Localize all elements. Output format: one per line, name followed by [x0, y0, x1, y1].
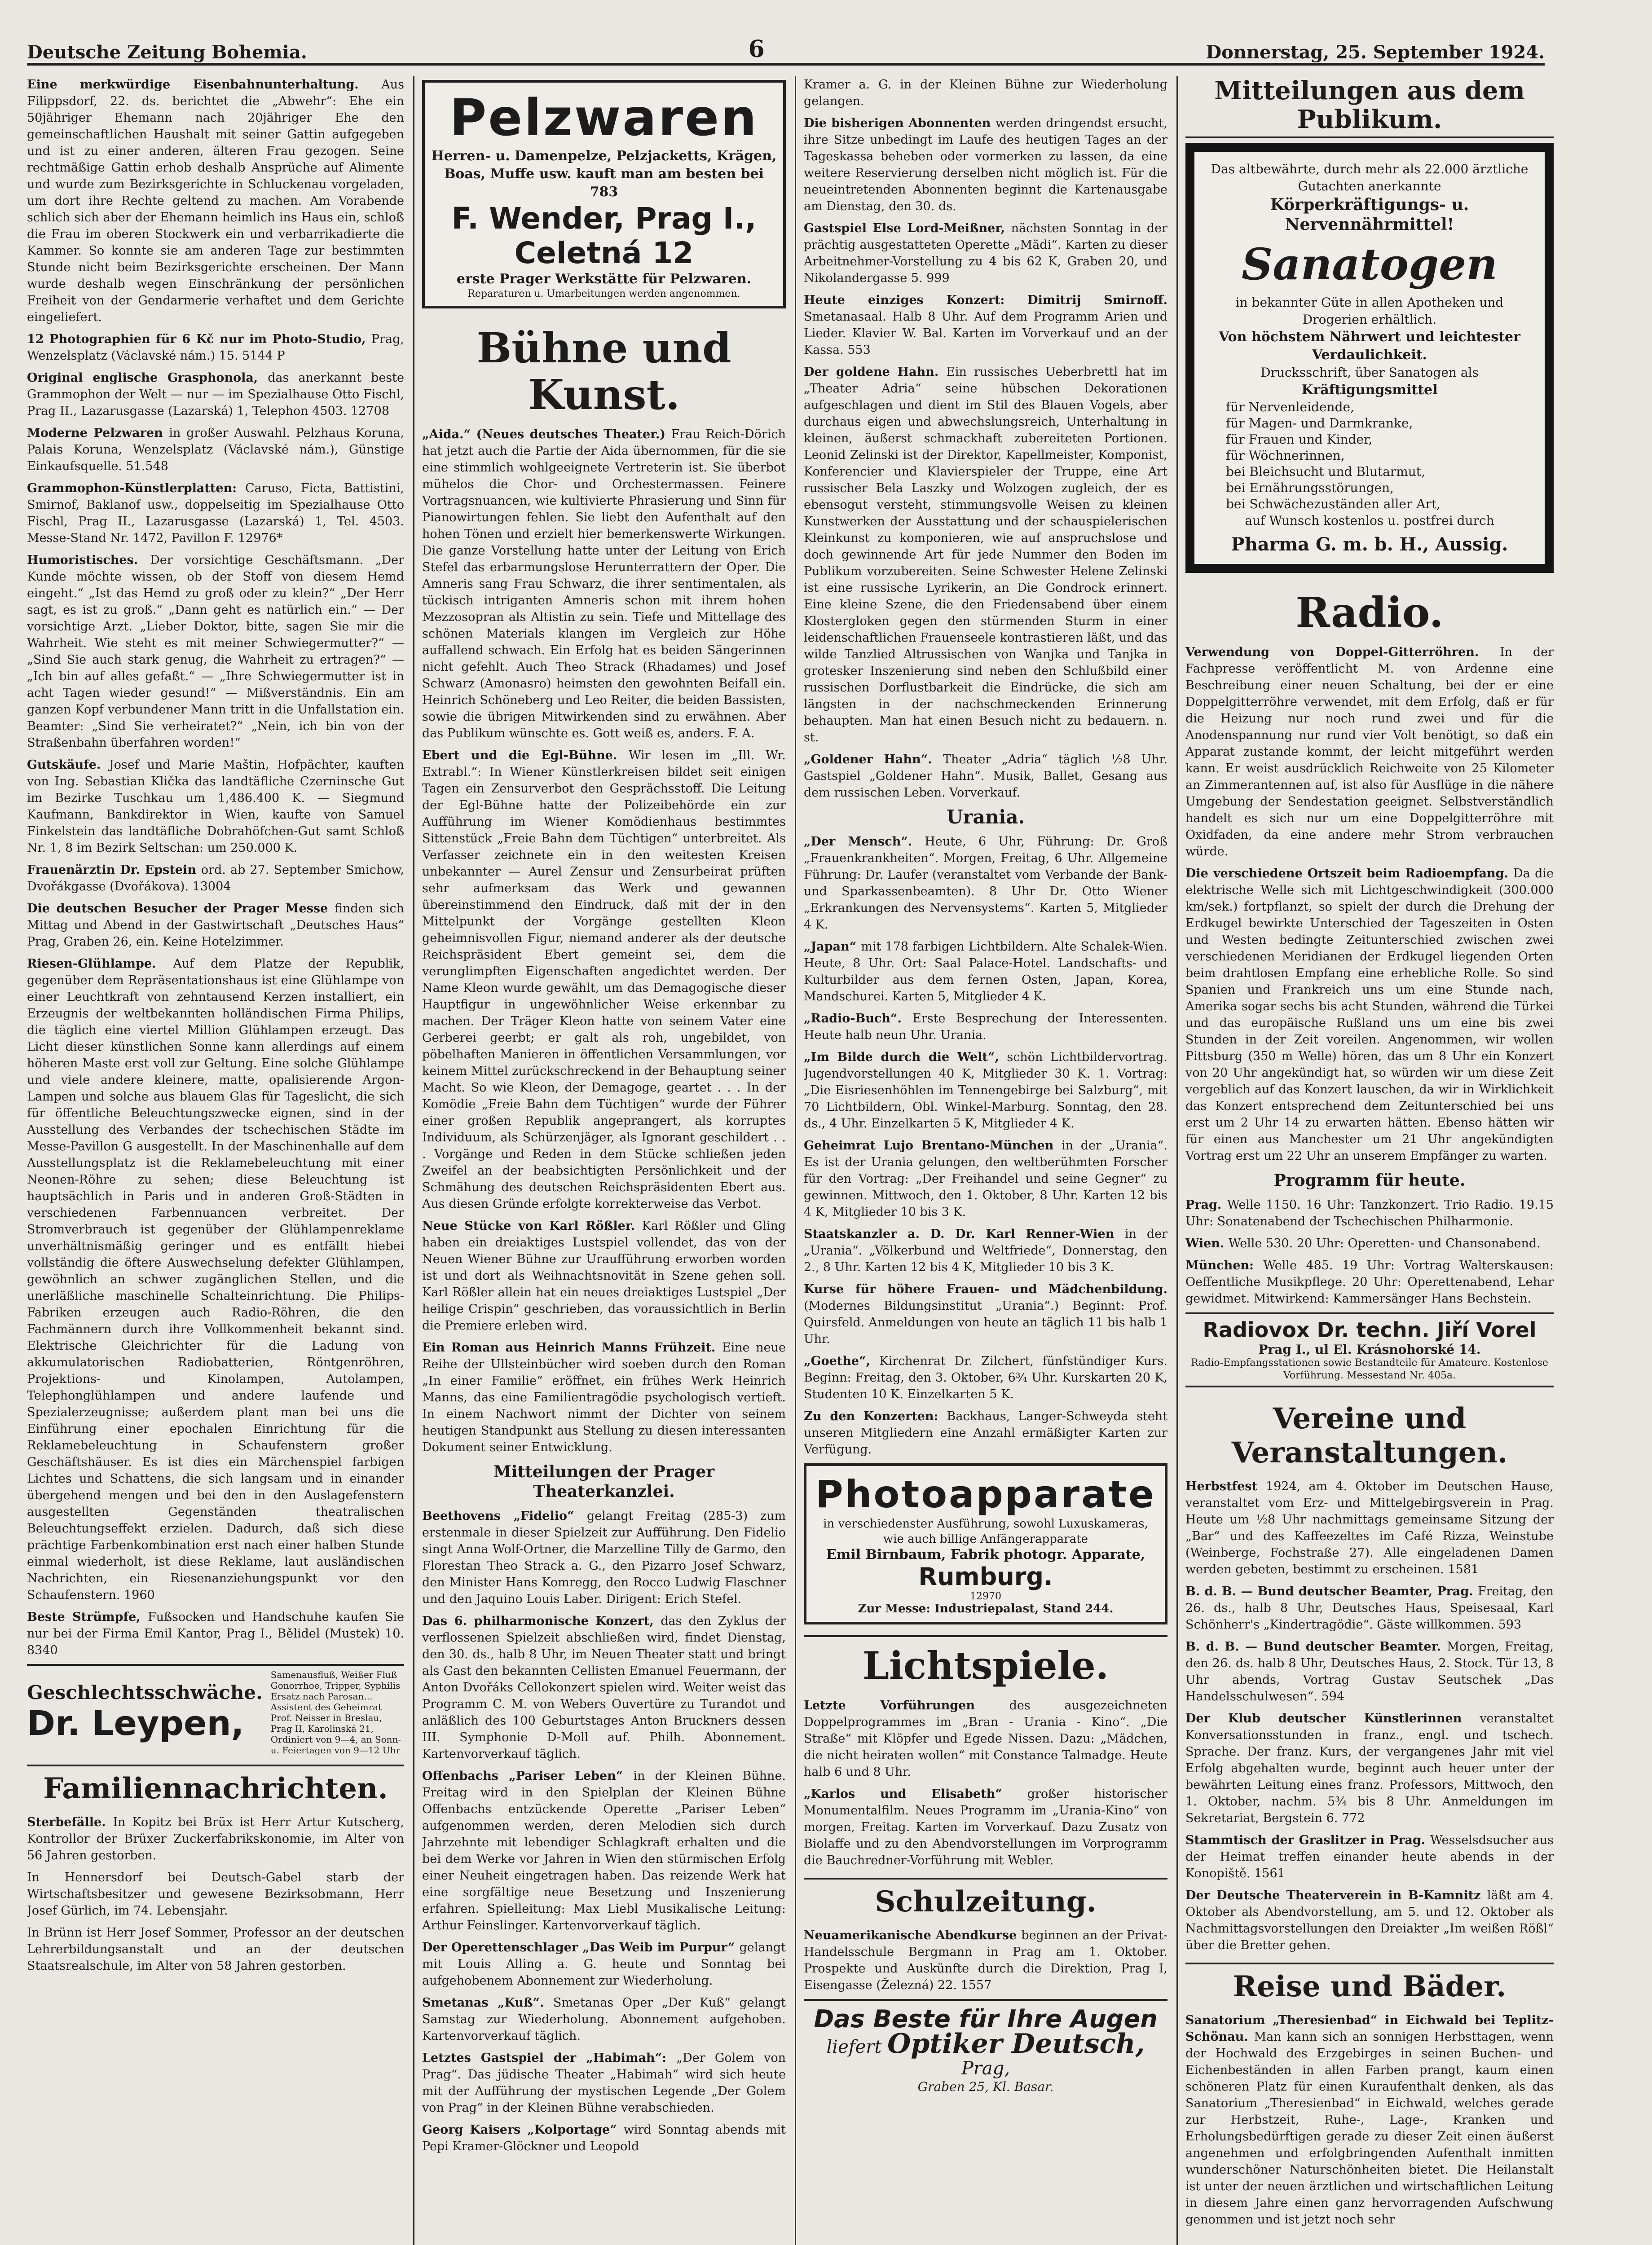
article-lead: Neue Stücke von Karl Rößler.	[422, 1219, 642, 1233]
article-text: Welle 485. 19 Uhr: Vortrag Walterskausen: Oeffentliche Musikpflege. 20 Uhr: Operettenabend, Lehar gewidmet. Mitwirkend: Kammersänger Hans Bechstein.	[1185, 1259, 1554, 1306]
radio-title: Radio.	[1295, 588, 1444, 637]
article-text: Backhaus, Langer-Schweyda steht unseren Mitgliedern eine Anzahl ermäßigter Karten zur Verfügung.	[804, 1409, 1167, 1457]
radiovox-ad	[1185, 1312, 1554, 1387]
article-lead: Gastspiel Else Lord-Meißner,	[804, 221, 1011, 235]
column-4	[1185, 76, 1554, 2245]
article-lead: Frauenärztin Dr. Epstein	[27, 863, 201, 877]
article	[27, 900, 404, 950]
article-text: Welle 530. 20 Uhr: Operetten- und Chansonabend.	[1228, 1237, 1541, 1250]
article-text: In Kopitz bei Brüx ist Herr Artur Kutscherg, Kontrollor der Brüxer Zuckerfabrikskonomie, im Alter von 56 Jahren gestorben.	[27, 1815, 404, 1862]
kanzlei-notices	[422, 1508, 786, 2155]
article-lead: Verwendung von Doppel-Gitterröhren.	[1185, 645, 1500, 659]
article-text: Fußsocken und Handschuhe kaufen Sie nur bei der Firma Emil Kantor, Prag I., Bělidel (Mustek) 10. 8340	[27, 1610, 404, 1657]
article-text: Heute, 6 Uhr, Führung: Dr. Groß „Frauenkrankheiten“. Morgen, Freitag, 6 Uhr. Allgemeine Führung: Dr. Laufer (veranstaltet vom Verbande der Bank- und Sparkassenbeamten). 8 Uhr Dr. Otto Wiener „Erkrankungen des Nervensystems“. Karten 5, Mitglieder 4 K.	[804, 835, 1167, 932]
sanatogen-l3: in bekannter Güte in allen Apotheken und Drogerien erhältlich.	[1235, 295, 1504, 327]
sanatogen-ad	[1185, 143, 1554, 573]
optiker-slogan: Das Beste für Ihre Augen	[814, 2005, 1158, 2033]
schulzeitung-title: Schulzeitung.	[804, 1878, 1167, 1919]
article-lead: Beethovens „Fidelio“	[422, 1509, 587, 1523]
article	[804, 76, 1167, 110]
sanatogen-sign: Pharma G. m. b. H., Aussig.	[1231, 534, 1508, 555]
article-text: Wesselsdsucher aus der Heimat treffen einander heute abends in der Konopiště. 1561	[1185, 1833, 1554, 1880]
article-lead: „Der Mensch“.	[804, 835, 925, 849]
article	[804, 1786, 1167, 1869]
leypen-name: Dr. Leypen,	[27, 1703, 244, 1743]
article	[27, 425, 404, 475]
column-2	[422, 76, 786, 2245]
optiker-name: Optiker Deutsch,	[887, 2028, 1145, 2060]
article	[804, 115, 1167, 215]
article	[422, 2050, 786, 2116]
pelz-ad-line2: erste Prager Werkstätte für Pelzwaren.	[456, 271, 752, 287]
article-text: Wir lesen im „Ill. Wr. Extrabl.“: In Wiener Künstlerkreisen bildet seit einigen Tagen ein Zensurverbot den Gesprächsstoff. Die Leitung der Egl-Bühne hatte der Polizeibehörde ein zur Aufführung im Wiener Komödienhaus bestimmtes Sittenstück „Freie Bahn dem Tüchtigen“ unterbreitet. Als Verfasser zeichnete ein in den weitesten Kreisen unbekannter — Aurel Zensur und Zensurbeirat prüften sehr aufmerksam das Werk und gewannen übereinstimmend den Eindruck, daß mit der in den Mittelpunkt der Vorgänge gestellten Kleon geheimnisvollen Figur, niemand anderer als der deutsche Reichspräsident Ebert gemeint sei, dem die verunglimpften Eigenschaften angedichtet werden. Der Name Kleon wurde gewählt, um das Demagogische dieser Hauptfigur in ungewöhnlicher Weise erkennbar zu machen. Der Träger Kleon hatte von seinem Vater eine Gerberei geerbt; er galt als roh, ungebildet, von pöbelhaften Manieren in öffentlichen Versammlungen, vor keinem Mittel zurückschreckend in der Behauptung seiner Macht. So wie Kleon, der Demagoge, geartet . . . In der Komödie „Freie Bahn dem Tüchtigen“ wurde der Führer einer großen Republik angeprangert, als korruptes Individuum, als Schürzenjäger, als Ignorant geschildert . . . Vorgänge und Reden in dem Stücke schließen jeden Zweifel an der beabsichtigten Persönlichkeit und der Schmähung des deutschen Reichspräsidenten Ebert aus. Aus diesen Gründe erfolgte korrekterweise das Verbot.	[422, 748, 786, 1211]
article-lead: Staatskanzler a. D. Dr. Karl Renner-Wien	[804, 1227, 1125, 1241]
article-lead: Sterbefälle.	[27, 1815, 113, 1829]
col1-articles	[27, 76, 404, 1659]
article	[1185, 1257, 1554, 1307]
article	[804, 292, 1167, 358]
article-text: veranstaltet Konversationsstunden in franz., engl. und tschech. Sprache. Der franz. Kurs, der vergangenes Jahr mit viel Erfolg abgehalten wurde, beginnt auch heuer unter der bewährten Leitung eines franz. Professors, Mittwoch, den 1. Oktober, nachm. 5¾ bis 8 Uhr. Anmeldungen im Sekretariat, Bergstein 6. 772	[1185, 1712, 1554, 1825]
article-text: in der „Urania“. „Völkerbund und Weltfriede“, Donnerstag, den 2., 8 Uhr. Karten 12 bis 4 K, Mitglieder 10 bis 3 K.	[804, 1227, 1167, 1274]
article	[1185, 1832, 1554, 1882]
programm-title: Programm für heute.	[1273, 1171, 1466, 1190]
article-text: werden dringendst ersucht, ihre Sitze unbedingt im Laufe des heutigen Tages an der Tageskassa beheben oder vormerken zu lassen, da eine weitere Reservierung derselben nicht möglich ist. Für die neueintretenden Abonnenten beginnt die Kartenausgabe am Dienstag, den 30. ds.	[804, 116, 1167, 213]
article	[1185, 2012, 1554, 2228]
article-lead: „Goldener Hahn“.	[804, 753, 943, 766]
article-lead: Der Operettenschlager „Das Weib im Purpur“	[422, 1941, 740, 1954]
optiker-line	[804, 2028, 1167, 2079]
article-lead: Die bisherigen Abonnenten	[804, 116, 996, 130]
sanatogen-l6: Kräftigungsmittel	[1301, 382, 1438, 398]
article-text: Aus Filippsdorf, 22. ds. berichtet die „Abwehr“: Ehe ein 50jähriger Ehemann nach 20jähriger Ehe den gemeinschaftlichen Haushalt mit seiner Gattin aufgegeben und ist zu einer anderen, älteren Frau gezogen. Seine rechtmäßige Gattin erhob deshalb Ansprüche auf Alimente und wurde zum Bezirksgerichte in Schluckenau vorgeladen, um dort ihre Rechte geltend zu machen. Am Vorabende schlich sich aber der Ehemann heimlich ins Haus ein, schloß die Frau im oberen Stockwerk ein und verbarrikadierte die Kammer. So konnte sie am anderen Tage zur bestimmten Stunde nicht beim Bezirksgerichte erscheinen. Der Mann wurde deshalb wegen Einschränkung der persönlichen Freiheit von der Gendarmerie verhaftet und dem Gerichte eingeliefert.	[27, 78, 404, 324]
radiovox-name: Radiovox Dr. techn. Jiří Vorel	[1203, 1318, 1537, 1342]
article-text: Welle 1150. 16 Uhr: Tanzkonzert. Trio Radio. 19.15 Uhr: Sonatenabend der Tschechischen Philharmonie.	[1185, 1198, 1554, 1228]
article-text: (Modernes Bildungsinstitut „Urania“.) Beginnt: Prof. Quirsfeld. Anmeldungen von heute an täglich 11 bis halb 1 Uhr.	[804, 1299, 1167, 1346]
article	[27, 76, 404, 326]
article-lead: Letztes Gastspiel der „Habimah“:	[422, 2051, 677, 2065]
article	[804, 1408, 1167, 1458]
article-text: Caruso, Ficta, Battistini, Smirnof, Baklanof usw., doppelseitig im Spezialhause Otto Fischl, Prag II., Lazarusgasse (Lazarská) 1, Tel. 4503. Messe-Stand Nr. 1472, Pavillon F. 12976*	[27, 481, 404, 545]
article	[804, 1927, 1167, 1994]
sanatogen-l1: Das altbewährte, durch mehr als 22.000 ärztliche Gutachten anerkannte	[1211, 162, 1529, 194]
article	[422, 2122, 786, 2155]
article-text: das den Zyklus der verflossenen Spielzeit abschließen wird, findet Dienstag, den 30. ds., halb 8 Uhr, im Neuen Theater statt und bringt als Gast den bekannten Cellisten Emanuel Feuermann, der Anton Dvořáks Cellokonzert spielen wird. Weiter weist das Programm C. M. von Webers Ouvertüre zu Turandot und anläßlich des 100 Geburtstages Anton Bruckners dessen III. Symphonie D-Moll auf. Philh. Abonnement. Kartenvorverkauf täglich.	[422, 1614, 786, 1761]
article	[1185, 1583, 1554, 1633]
article-lead: Herbstfest	[1185, 1479, 1266, 1493]
article-lead: „Goethe“,	[804, 1354, 880, 1368]
article	[422, 1218, 786, 1334]
leypen-details: Samenausfluß, Weißer Fluß Gonorrhoe, Tripper, Syphilis Ersatz nach Parosan... Assistent des Geheimrat Prof. Neisser in Breslau, Prag II, Karolinská 21, Ordiniert von 9—4, an Sonn- u. Feiertagen von 9—12 Uhr	[270, 1669, 401, 1756]
article-lead: Die verschiedene Ortszeit beim Radioempfang.	[1185, 867, 1514, 880]
article-text: Kramer a. G. in der Kleinen Bühne zur Wiederholung gelangen.	[804, 78, 1167, 108]
article-text: Erste Besprechung der Interessenten. Heute halb neun Uhr. Urania.	[804, 1012, 1167, 1042]
article-lead: Offenbachs „Pariser Leben“	[422, 1769, 634, 1783]
article-text: gelangt mit Louis Alling a. G. heute und Sonntag bei aufgehobenem Abonnement zur Wiederholung.	[422, 1941, 786, 1988]
article-text: das anerkannt beste Grammophon der Welt — nur — im Spezialhause Otto Fischl, Prag II., Lazarusgasse (Lazarská) 1, Telephon 4503. 12708	[27, 371, 404, 418]
article-text: ord. ab 27. September Smichow, Dvořákgasse (Dvořákova). 13004	[27, 863, 404, 894]
column-rule	[1176, 76, 1178, 2245]
sanatogen-l5: Drucksschrift, über Sanatogen als	[1260, 365, 1479, 380]
column-1	[27, 76, 404, 2245]
programm-notices	[1185, 1197, 1554, 1307]
sanatogen-logo: Sanatogen	[1242, 239, 1498, 290]
sanatogen-l7: auf Wunsch kostenlos u. postfrei durch	[1245, 513, 1494, 528]
article	[804, 364, 1167, 746]
article	[1185, 1197, 1554, 1230]
sanatogen-list-item: für Wöchnerinnen,	[1226, 448, 1345, 463]
article-text: Smetanas Oper „Der Kuß“ gelangt Samstag zur Wiederholung. Abonnement aufgehoben. Kartenvorverkauf täglich.	[422, 1996, 786, 2043]
mitteilungen-title: Mitteilungen aus dem Publikum.	[1185, 76, 1554, 138]
sanatogen-list-item: für Magen- und Darmkranke,	[1226, 416, 1413, 431]
article	[27, 370, 404, 419]
article-lead: Grammophon-Künstlerplatten:	[27, 481, 245, 495]
article-lead: Der Klub deutscher Künstlerinnen	[1185, 1712, 1480, 1726]
article-text: großer historischer Monumentalfilm. Neues Programm im „Urania-Kino“ von morgen, Freitag. Karten im Vorverkauf. Dazu Zusatz von Biolaffe und zu den Abendvorstellungen im Vorprogramm die Bauchredner-Vorführung mit Webler.	[804, 1787, 1167, 1867]
article-text: In Brünn ist Herr Josef Sommer, Professor an der deutschen Lehrerbildungsanstalt und an der deutschen Staatsrealschule, im Alter von 58 Jahren gestorben.	[27, 1926, 404, 1973]
article-text: läßt am 4. Oktober als Abendvorstellung, am 5. und 12. Oktober als Nachmittagsvorstellungen den Dreiakter „Im weißen Rößl“ über die Bretter gehen.	[1185, 1888, 1554, 1952]
article	[27, 955, 404, 1603]
article	[422, 747, 786, 1212]
article-text: wird Sonntag abends mit Pepi Kramer-Glöckner und Leopold	[422, 2123, 786, 2153]
article-text: Frau Reich-Dörich hat jetzt auch die Partie der Aida übernommen, für die sie eine stimmlich wohlgeeignete Vertreterin ist. Sie überbot mühelos die Chor- und Orchestermassen. Feinere Vortragsnuancen, wie kultivierte Phrasierung und Sinn für Pianowirtungen fehlen. Sie liebt den Aufenthalt auf den hohen Tönen und erzielt hier bemerkenswerte Wirkungen. Die ganze Vorstellung hatte unter der Leitung von Erich Stefel das erbarmungslose Herunterrattern der Oper. Die Amneris sang Frau Schwarz, die ihrer sentimentalen, als tückisch intriganten Amneris schon mit ihrem hohen Mezzosopran als Altistin zu sein. Tiefe und Mittellage des schönen Materials klangen im Vergleich zur Höhe auffallend schwach. Ein Erfolg hat es beiden Sängerinnen nicht gefehlt. Auch Theo Strack (Rhadames) und Josef Schwarz (Amonasro) heimsten den gewohnten Beifall ein. Heinrich Schöneberg und Leo Reiter, die beiden Bassisten, sowie die übrigen Mitwirkenden sind zu erwähnen. Aber das Publikum wünschte es. Gott weiß es, anders. F. A.	[422, 427, 786, 740]
article	[804, 938, 1167, 1005]
article	[422, 1613, 786, 1762]
newspaper-name: Deutsche Zeitung Bohemia.	[27, 42, 307, 63]
column-3	[804, 76, 1167, 2245]
photo-ad-num: 12970	[970, 1591, 1001, 1602]
kanzlei-title: Mitteilungen der Prager Theaterkanzlei.	[493, 1462, 715, 1501]
article	[422, 1339, 786, 1456]
article-lead: „Karlos und Elisabeth“	[804, 1787, 1027, 1801]
article-text: 1924, am 4. Oktober im Deutschen Hause, veranstaltet vom Erz- und Mittelgebirgsverein in Prag. Heute um ½8 Uhr nachmittags gemeinsame Sitzung der „Bar“ und des Kaffeezeltes im Café Rizza, Weinstube (Weinberge, Fochstraße 27). Alle eingeladenen Damen werden gebeten, bestimmt zu erscheinen. 1581	[1185, 1479, 1554, 1576]
column-rule	[795, 76, 796, 2245]
sanatogen-list-item: bei Bleichsucht und Blutarmut,	[1226, 464, 1425, 479]
article-lead: Prag.	[1185, 1198, 1227, 1212]
article-lead: Geheimrat Lujo Brentano-München	[804, 1139, 1062, 1153]
article-text: In der Fachpresse veröffentlicht M. von Ardenne eine Beschreibung einer neuen Schaltung, bei der er eine Doppelgitterröhre verwendet, mit dem Erfolg, daß er für die Heizung nur noch rund zwei und für die Anodenspannung nur rund vier Volt benötigt, so daß ein Apparat zustande kommt, der leicht mitgeführt werden kann. Er weist ausdrücklich Reichweite von 25 Kilometer an Zimmerantennen auf, ist also für Ausflüge in die nähere Umgebung der Sendestation geeignet. Selbstverständlich handelt es sich nur um eine Doppelgitterröhre mit Oxidfaden, da eine andere mehr Strom verbrauchen würde.	[1185, 645, 1554, 858]
article-text: Morgen, Freitag, den 26. ds. halb 8 Uhr, Deutsches Haus, 2. Stock. Tür 13, 8 Uhr abends, Vortrag Gustav Seutschek „Das Handelsschulwesen“. 594	[1185, 1640, 1554, 1704]
article-lead: Heute einziges Konzert: Dimitrij Smirnoff.	[804, 293, 1167, 307]
sanatogen-list	[1208, 399, 1531, 512]
article-lead: Letzte Vorführungen	[804, 1699, 1009, 1712]
article	[804, 1137, 1167, 1220]
article-text: finden sich Mittag und Abend in der Gastwirtschaft „Deutsches Haus“ Prag, Graben 26, ein. Keine Hotelzimmer.	[27, 902, 404, 949]
sanatogen-list-item: für Nervenleidende,	[1226, 400, 1354, 414]
article-text: Da die elektrische Welle sich mit Lichtgeschwindigkeit (300.000 km/sek.) fortpflanzt, so spielt der durch die Drehung der Erdkugel bewirkte Unterschied der Tageszeiten in Osten und Westen bedingte Zeitunterschied zwischen zwei verschiedenen Meridianen der Erdkugel liegenden Orten beim drahtlosen Empfang eine erhebliche Rolle. So sind Spanien und Frankreich uns um eine Stunde nach, Amerika sogar sechs bis acht Stunden, während die Türkei und das europäische Rußland uns um eine bis zwei Stunden in der Zeit voreilen. Angenommen, wir wollen Pittsburg (350 m Welle) hören, das um 8 Uhr ein Konzert von 20 Uhr angekündigt hat, so würden wir um diese Zeit vergeblich auf das Konzert lauschen, da wir in Wirklichkeit das Konzert entsprechend dem Zeitunterschied bei uns erst um 2 Uhr 14 zu erwarten hätten. Ebenso hätten wir für einen aus Manchester um 21 Uhr angekündigten Vortrag erst um 22 Uhr an unserem Empfänger zu warten.	[1185, 867, 1554, 1163]
article	[27, 552, 404, 751]
article-lead: Georg Kaisers „Kolportage“	[422, 2123, 624, 2137]
article	[422, 426, 786, 742]
article	[804, 1697, 1167, 1780]
article	[804, 1281, 1167, 1347]
article-lead: „Im Bilde durch die Welt“,	[804, 1050, 1007, 1064]
article-lead: Moderne Pelzwaren	[27, 426, 169, 440]
sanatogen-list-item: bei Schwächezuständen aller Art,	[1226, 497, 1441, 511]
article-lead: Die deutschen Besucher der Prager Messe	[27, 902, 335, 916]
article	[27, 1609, 404, 1659]
article-lead: Das 6. philharmonische Konzert,	[422, 1614, 661, 1628]
article-text: Freitag, den 26. ds., halb 8 Uhr, Deutsches Haus, Speisesaal, Karl Schönherr's „Kindertragödie“. Gäste willkommen. 593	[1185, 1585, 1554, 1632]
article	[27, 1814, 404, 1864]
optiker-city: Prag,	[961, 2058, 1010, 2079]
article-lead: 12 Photographien für 6 Kč nur im Photo-Studio,	[27, 332, 371, 346]
sanatogen-list-item: bei Ernährungsstörungen,	[1226, 480, 1394, 495]
article-text: schön Lichtbildervortrag. Jugendvorstellungen 40 K, Mitglieder 30 K. 1. Vortrag: „Die Eisriesenhöhlen im Tennengebirge bei Salzburg“, mit 70 Lichtbildern, Obl. Winkel-Marburg. Sonntag, den 28. ds., 4 Uhr. Einzelkarten 5 K, Mitglieder 4 K.	[804, 1050, 1167, 1131]
article-lead: Riesen-Glühlampe.	[27, 957, 173, 971]
article	[804, 1049, 1167, 1132]
article-lead: Kurse für höhere Frauen- und Mädchenbildung.	[804, 1282, 1167, 1296]
article-lead: Smetanas „Kuß“.	[422, 1996, 553, 2010]
article	[804, 1010, 1167, 1043]
article	[804, 220, 1167, 286]
article-text: beginnen an der Privat-Handelsschule Bergmann in Prag am 1. Oktober. Prospekte und Auskünfte durch die Direktion, Prag I, Eisengasse (Železná) 22. 1557	[804, 1928, 1167, 1992]
article-text: Der vorsichtige Geschäftsmann. „Der Kunde möchte wissen, ob der Stoff von diesem Hemd eingeht.“ „Ist das Hemd zu groß oder zu klein?“ „Der Herr sagt, es ist zu groß.“ „Dann geht es natürlich ein.“ — Der vorsichtige Arzt. „Lieber Doktor, bitte, sagen Sie mir die Wahrheit. Wie steht es mit meiner Schwiegermutter?“ — „Sind Sie auch stark genug, die Wahrheit zu ertragen?“ — „Ich bin auf alles gefaßt.“ — „Ihre Schwiegermutter ist in acht Tagen wieder gesund!“ — Mißverständnis. Ein am ganzen Kopf verbundener Mann tritt in die Unfallstation ein. Beamter: „Sind Sie verheiratet?“ „Nein, ich bin von der Straßenbahn überfahren worden!“	[27, 553, 404, 750]
leypen-ad	[27, 1664, 404, 1756]
buehne-section-title: Bühne und Kunst.	[476, 324, 731, 419]
article	[27, 862, 404, 895]
article-lead: „Radio-Buch“.	[804, 1012, 913, 1026]
page-number: 6	[748, 35, 765, 63]
article	[422, 1508, 786, 1607]
article-text: des ausgezeichneten Doppelprogrammes im „Bran - Urania - Kino“. „Die Straße“ mit Klöpfer und Egede Nissen. Dazu: „Mädchen, die nicht heiraten wollen“ mit Constance Talmadge. Heute halb 6 und 8 Uhr.	[804, 1699, 1167, 1779]
article-lead: Der Deutsche Theaterverein in B-Kamnitz	[1185, 1888, 1487, 1902]
photo-ad-firm: Emil Birnbaum, Fabrik photogr. Apparate,	[826, 1547, 1145, 1563]
family-notices	[27, 1814, 404, 1974]
article-text: mit 178 farbigen Lichtbildern. Alte Schalek-Wien. Heute, 8 Uhr. Ort: Saal Palace-Hotel. Landschafts- und Kulturbilder aus dem fernen Osten, Japan, Korea, Mandschurei. Karten 5, Mitglieder 4 K.	[804, 940, 1167, 1004]
pelz-ad-line3: Reparaturen u. Umarbeitungen werden angenommen.	[467, 288, 740, 299]
article-lead: B. d. B. — Bund deutscher Beamter.	[1185, 1640, 1447, 1654]
article	[1185, 1710, 1554, 1827]
article-lead: Beste Strümpfe,	[27, 1610, 148, 1624]
photo-ad-title: Photoapparate	[815, 1472, 1156, 1516]
pelzwaren-ad	[422, 80, 786, 308]
schulzeitung-notices	[804, 1927, 1167, 1994]
article	[1185, 1235, 1554, 1252]
lichtspiele-notices	[804, 1697, 1167, 1869]
article-text: Josef und Marie Maštin, Hofpächter, kauften von Ing. Sebastian Klička das landtäfliche Czerninsche Gut im Bezirke Tuschkau um 1,486.400 K. — Siegmund Kaufmann, Bankdirektor in Wien, kaufte von Samuel Finkelstein das landtäfliche Dobrahöfchen-Gut samt Schloß Nr. 1, 8 im Bezirk Seltschan: um 250.000 K.	[27, 758, 404, 855]
radiovox-line: Radio-Empfangsstationen sowie Bestandteile für Amateure. Kostenlose Vorführung. Messestand Nr. 405a.	[1191, 1357, 1548, 1381]
article	[422, 1994, 786, 2044]
radio-notices	[1185, 644, 1554, 1164]
article-text: Auf dem Platze der Republik, gegenüber dem Repräsentationshaus ist eine Glühlampe von einer Leuchtkraft von zehntausend Kerzen installiert, ein Erzeugnis der weltbekannten holländischen Firma Philips, die täglich eine viertel Million Glühlampen erzeugt. Das Licht dieser künstlichen Sonne kann allerdings auf einem höheren Maste erst voll zur Geltung. Eine solche Glühlampe und viele andere kleinere, matte, opalisierende Argon-Lampen und solche aus blauem Glas für Tageslicht, die sich für öffentliche Beleuchtungszwecke eignen, sind in der Ausstellung des Verbandes der tschechischen Städte im Messe-Pavillon G ausgestellt. In der Maschinenhalle auf dem Ausstellungsplatz ist die Reklamebeleuchtung mit einer Neonen-Röhre zu sehen; diese Beleuchtung ist hauptsächlich in Paris und in anderen Groß-Städten in verschiedenen Farbennuancen verbreitet. Der Stromverbrauch ist gegenüber der Glühlampenreklame unverhältnismäßig geringer und es entfällt hiebei vollständig die öftere Auswechselung defekter Glühlampen, gewöhnlich an schwer zugänglichen Stellen, und die unerläßliche maschinelle Schalteinrichtung. Die Philips-Fabriken erzeugen auch Radio-Röhren, die den Fachmännern durch ihre Vollkommenheit bekannt sind. Elektrische Gleichrichter für die Ladung von akkumulatorischen Radiobatterien, Röntgenröhren, Projektions- und Kinolampen, Autolampen, Telephonglühlampen und andere laufende und Spezialerzeugnisse; außerdem plant man bei uns die Einführung einer epochalen Einrichtung für die Reklamebeleuchtung in Schaufenstern großer Geschäftshäuser. Es ist dies ein Märchenspiel farbigen Lichtes und Schattens, die sich langsam und in einander übergehend mengen und bei den in den Auslagefenstern ausgestellten Gegenständen theatralischen Beleuchtungseffekt erzielen. Dadurch, daß sich diese prächtige Farbenkombination erst nach einer halben Stunde einmal wiederholt, ist diese Reklame, laut ausländischen Nachrichten, ein Riesenanziehungspunkt vor den Schaufenstern. 1960	[27, 957, 404, 1602]
urania-title: Urania.	[946, 806, 1025, 828]
article-text: in großer Auswahl. Pelzhaus Koruna, Palais Koruna, Wenzelsplatz (Václavské nám.), Günstige Einkaufsquelle. 51.548	[27, 426, 404, 473]
sanatogen-l2: Körperkräftigungs- u. Nervennährmittel!	[1270, 195, 1469, 234]
article-text: in der Kleinen Bühne. Freitag wird in den Spielplan der Kleinen Bühne Offenbachs entzückende Operette „Pariser Leben“ aufgenommen werden, deren Melodien sich durch Jahrzehnte mit lebendiger Schlagkraft erhalten und die bei dem Werke vor Jahren in Wien den stürmischen Erfolg einer Neuheit eingetragen haben. Das reizende Werk hat eine sorgfältige neue Besetzung und Inszenierung erfahren. Spielleitung: Max Liebl Musikalische Leitung: Arthur Feinslinger. Kartenvorverkauf täglich.	[422, 1769, 786, 1932]
article	[27, 1869, 404, 1919]
article-text: Karl Rößler und Gling haben ein dreiaktiges Lustspiel vollendet, das von der Neuen Wiener Bühne zur Uraufführung erworben worden ist und dort als Weihnachtsnovität in Szene gehen soll. Karl Rößler allein hat ein neues dreiaktiges Lustspiel „Der heilige Crispin“ geschrieben, das voraussichtlich in Berlin die Premiere erleben wird.	[422, 1219, 786, 1333]
article	[27, 1924, 404, 1974]
article-text: in der „Urania“. Es ist der Urania gelungen, den weltberühmten Forscher für den Vortrag: „Der Freihandel und seine Gegner“ zu gewinnen. Mittwoch, den 1. Oktober, 8 Uhr. Karten 12 bis 4 K, Mitglieder 10 bis 3 K.	[804, 1139, 1167, 1219]
page-header	[27, 31, 1545, 66]
article-text: Kirchenrat Dr. Zilchert, fünfstündiger Kurs. Beginn: Freitag, den 3. Oktober, 6¾ Uhr. Kurskarten 20 K, Studenten 10 K. Einzelkarten 5 K.	[804, 1354, 1167, 1401]
article	[804, 1353, 1167, 1403]
sanatogen-l4: Von höchstem Nährwert und leichtester Verdaulichkeit.	[1219, 329, 1520, 363]
family-section-title: Familiennachrichten.	[27, 1765, 404, 1806]
article-lead: „Japan“	[804, 940, 861, 954]
article-lead: B. d. B. — Bund deutscher Beamter, Prag.	[1185, 1585, 1478, 1598]
article-lead: Stammtisch der Graslitzer in Prag.	[1185, 1833, 1430, 1847]
pelz-ad-line1: Herren- u. Damenpelze, Pelzjacketts, Krägen, Boas, Muffe usw. kauft man am besten bei 783	[431, 148, 777, 200]
article-text: Smetanasaal. Halb 8 Uhr. Auf dem Programm Arien und Lieder. Klavier W. Bal. Karten im Vorverkauf und an der Kassa. 553	[804, 310, 1167, 357]
article-lead: Ein Roman aus Heinrich Manns Frühzeit.	[422, 1341, 722, 1355]
article	[422, 1939, 786, 1989]
radiovox-address: Prag I., ul El. Krásnohorské 14.	[1258, 1342, 1481, 1357]
article-text: „Der Golem von Prag“. Das jüdische Theater „Habimah“ wird sich heute mit der Aufführung der mystischen Legende „Der Golem von Prag“ in der Kleinen Bühne verabschieden.	[422, 2051, 786, 2115]
article-lead: Eine merkwürdige Eisenbahnunterhaltung.	[27, 78, 382, 92]
article-lead: Gutskäufe.	[27, 758, 109, 772]
optiker-ad	[804, 1999, 1167, 2094]
vereine-notices	[1185, 1478, 1554, 1954]
article	[804, 833, 1167, 933]
article-text: nächsten Sonntag in der prächtig ausgestatteten Operette „Mädi“. Karten zu dieser Arbeitnehmer-Vorstellung zu 4 bis 62 K, Graben 20, und Nikolandergasse 5. 999	[804, 221, 1167, 285]
col2-articles	[422, 426, 786, 1456]
sanatogen-list-item: für Frauen und Kinder,	[1226, 432, 1373, 447]
urania-notices	[804, 833, 1167, 1458]
article-text: Eine neue Reihe der Ullsteinbücher wird soeben durch den Roman „In einer Familie“ eröffnet, ein frühes Werk Heinrich Manns, das eine Familientragödie psychologisch vertieft. In einem Nachwort nimmt der Dichter von seinem heutigen Standpunkt aus Stellung zu diesen interessanten Dokument seiner Entwicklung.	[422, 1341, 786, 1454]
article	[27, 331, 404, 364]
reise-notices	[1185, 2012, 1554, 2228]
article-lead: Zu den Konzerten:	[804, 1409, 947, 1423]
article	[1185, 865, 1554, 1164]
photo-ad-line1: in verschiedenster Ausführung, sowohl Luxuskameras, wie auch billige Anfängerapparate	[823, 1517, 1148, 1546]
leypen-topic: Geschlechtsschwäche.	[27, 1681, 263, 1704]
article	[27, 480, 404, 546]
article-lead: Neuamerikanische Abendkurse	[804, 1928, 1022, 1942]
article	[804, 751, 1167, 801]
pelz-ad-title: Pelzwaren	[449, 89, 758, 147]
article-lead: Original englische Grasphonola,	[27, 371, 268, 385]
article-lead: „Aida.“ (Neues deutsches Theater.)	[422, 427, 671, 441]
article	[1185, 1638, 1554, 1705]
article	[1185, 1887, 1554, 1954]
optiker-liefert: liefert	[826, 2037, 882, 2057]
article-lead: Ebert und die Egl-Bühne.	[422, 748, 629, 762]
article-lead: Humoristisches.	[27, 553, 150, 567]
photo-ad-line2: Zur Messe: Industriepalast, Stand 244.	[858, 1602, 1114, 1616]
article-text: Ein russisches Ueberbrettl hat im „Theater Adria“ seine hübschen Dekorationen aufgeschlagen und dient im Stil des Blauen Vogels, aber durchaus eigen und abwechslungsreich, Unterhaltung in kleinen, äußerst schmackhaft zubereiteten Portionen. Leonid Zelinski ist der Direktor, Kapellmeister, Komponist, Konferencier und Klavierspieler der Truppe, eine Art russischer Bela Laszky und Wolzogen zugleich, der es ebensogut versteht, stimmungsvolle Weisen zu kleinen Kunstwerken der Ausstattung und der schauspielerischen Kleinkunst zu komponieren, wie auf anspruchslose und doch gewinnende Art für jede Nummer den Boden im Publikum vorzubereiten. Seine Schwester Helene Zelinski ist eine russische Lyrikerin, an Die Gondrock erinnert. Eine kleine Szene, die den Friedensabend über einem Klostergloken gegen den stürmenden Sturm in einer leidenschaftlichen Frauenseele kontrastieren läßt, und das wilde Tanzlied Altrussischen von Wanjka und Tanjka in grotesker Inszenierung sind neben den Schlußbild einer russischen Dorflustbarkeit die Eindrücke, die sich am längsten in der nachschmeckenden Erinnerung behaupten. Man hat einen Besuch nicht zu bedauern. n. st.	[804, 365, 1167, 744]
article-text: Man kann sich an sonnigen Herbsttagen, wenn der Hochwald des Erzgebirges in seinen Buchen- und Eichenbeständen in allen Farben prangt, kaum einen schöneren Platz für einen Kuraufenthalt denken, als das Sanatorium „Theresienbad“ in Eichwald, welches gerade zur Herbstzeit, Ruhe-, Lage-, Kranken und Erholungsbedürftigen gerade zu dieser Zeit einen äußerst angenehmen und erfolgbringenden Aufenthalt inmitten wunderschöner Naturschönheiten bietet. Die Heilanstalt ist unter der neuen ärztlichen und wirtschaftlichen Leitung in diesem Jahre einen ganz hervorragenden Aufschwung genommen und ist jetzt noch sehr	[1185, 2030, 1554, 2227]
article-text: gelangt Freitag (285-3) zum erstenmale in dieser Spielzeit zur Aufführung. Den Fidelio singt Anna Wolf-Ortner, die Marzelline Tilly de Garmo, den Florestan Theo Strack a. G., den Pizarro Josef Schwarz, den Minister Hans Komregg, den Rocco Ludwig Flaschner und den Jaquino Louis Laber. Dirigent: Erich Stefel.	[422, 1509, 786, 1606]
article-lead: Sanatorium „Theresienbad“ in Eichwald bei Teplitz-Schönau.	[1185, 2013, 1554, 2044]
article	[804, 1226, 1167, 1276]
col3-articles	[804, 76, 1167, 801]
article-text: Prag, Wenzelsplatz (Václavské nám.) 15. 5144 P	[27, 332, 404, 363]
article-lead: München:	[1185, 1259, 1264, 1272]
vereine-title: Vereine und Veranstaltungen.	[1231, 1402, 1508, 1470]
article	[422, 1768, 786, 1934]
pelz-ad-firm: F. Wender, Prag I., Celetná 12	[451, 201, 757, 270]
article-lead: Der goldene Hahn.	[804, 365, 947, 379]
article	[27, 757, 404, 856]
article-lead: Wien.	[1185, 1237, 1229, 1250]
article-text: Theater „Adria“ täglich ½8 Uhr. Gastspiel „Goldener Hahn“. Musik, Ballet, Gesang aus dem russischen Leben. Vorverkauf.	[804, 753, 1167, 800]
reise-title: Reise und Bäder.	[1185, 1963, 1554, 2004]
column-rule	[413, 76, 414, 2245]
issue-date: Donnerstag, 25. September 1924.	[1206, 42, 1545, 63]
article-text: In Hennersdorf bei Deutsch-Gabel starb der Wirtschaftsbesitzer und gewesene Bezirksobmann, Herr Josef Gürlich, im 74. Lebensjahr.	[27, 1871, 404, 1918]
photoapparate-ad	[804, 1463, 1167, 1624]
article	[1185, 644, 1554, 860]
lichtspiele-title: Lichtspiele.	[804, 1635, 1167, 1689]
article	[1185, 1478, 1554, 1578]
photo-ad-brand: Rumburg.	[918, 1563, 1053, 1591]
optiker-address: Graben 25, Kl. Basar.	[917, 2079, 1054, 2094]
